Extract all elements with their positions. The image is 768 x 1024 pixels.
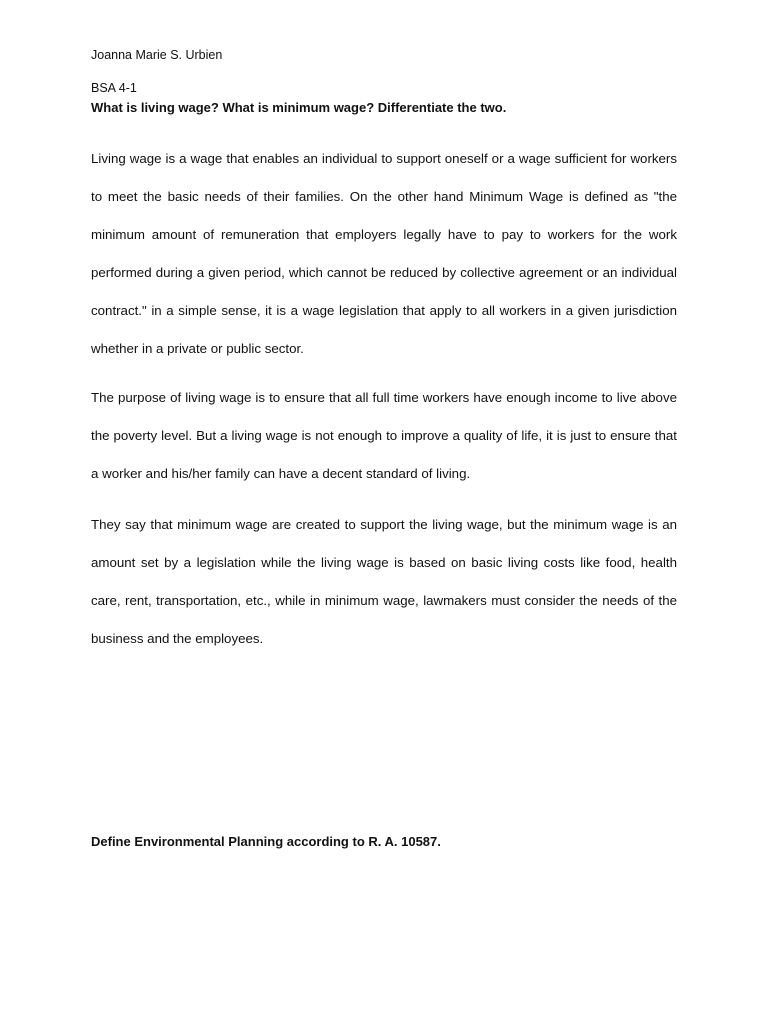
author-name: Joanna Marie S. Urbien — [91, 48, 223, 62]
answer-paragraph-1: Living wage is a wage that enables an individual to support oneself or a wage sufficient for workers to meet the basic needs of their families. On the other hand Minimum Wage is defined as "the minimum amount of remuneration that employers legally have to pay to workers for the work performed during a given period, which cannot be reduced by collective agreement or an individual contract." in a simple sense, it is a wage legislation that apply to all workers in a given jurisdiction whether in a private or public sector. — [91, 151, 677, 356]
question-heading-1: What is living wage? What is minimum wage? Differentiate the two. — [91, 100, 507, 115]
answer-paragraph-2: The purpose of living wage is to ensure that all full time workers have enough income to live above the poverty level. But a living wage is not enough to improve a quality of life, it is just to ensure that a worker and his/her family can have a decent standard of living. — [91, 390, 677, 481]
answer-paragraph-3: They say that minimum wage are created to support the living wage, but the minimum wage is an amount set by a legislation while the living wage is based on basic living costs like food, health care, rent, transportation, etc., while in minimum wage, lawmakers must consider the needs of the business and the employees. — [91, 517, 677, 646]
class-section: BSA 4-1 — [91, 81, 137, 95]
question-heading-2: Define Environmental Planning according to R. A. 10587. — [91, 834, 441, 849]
